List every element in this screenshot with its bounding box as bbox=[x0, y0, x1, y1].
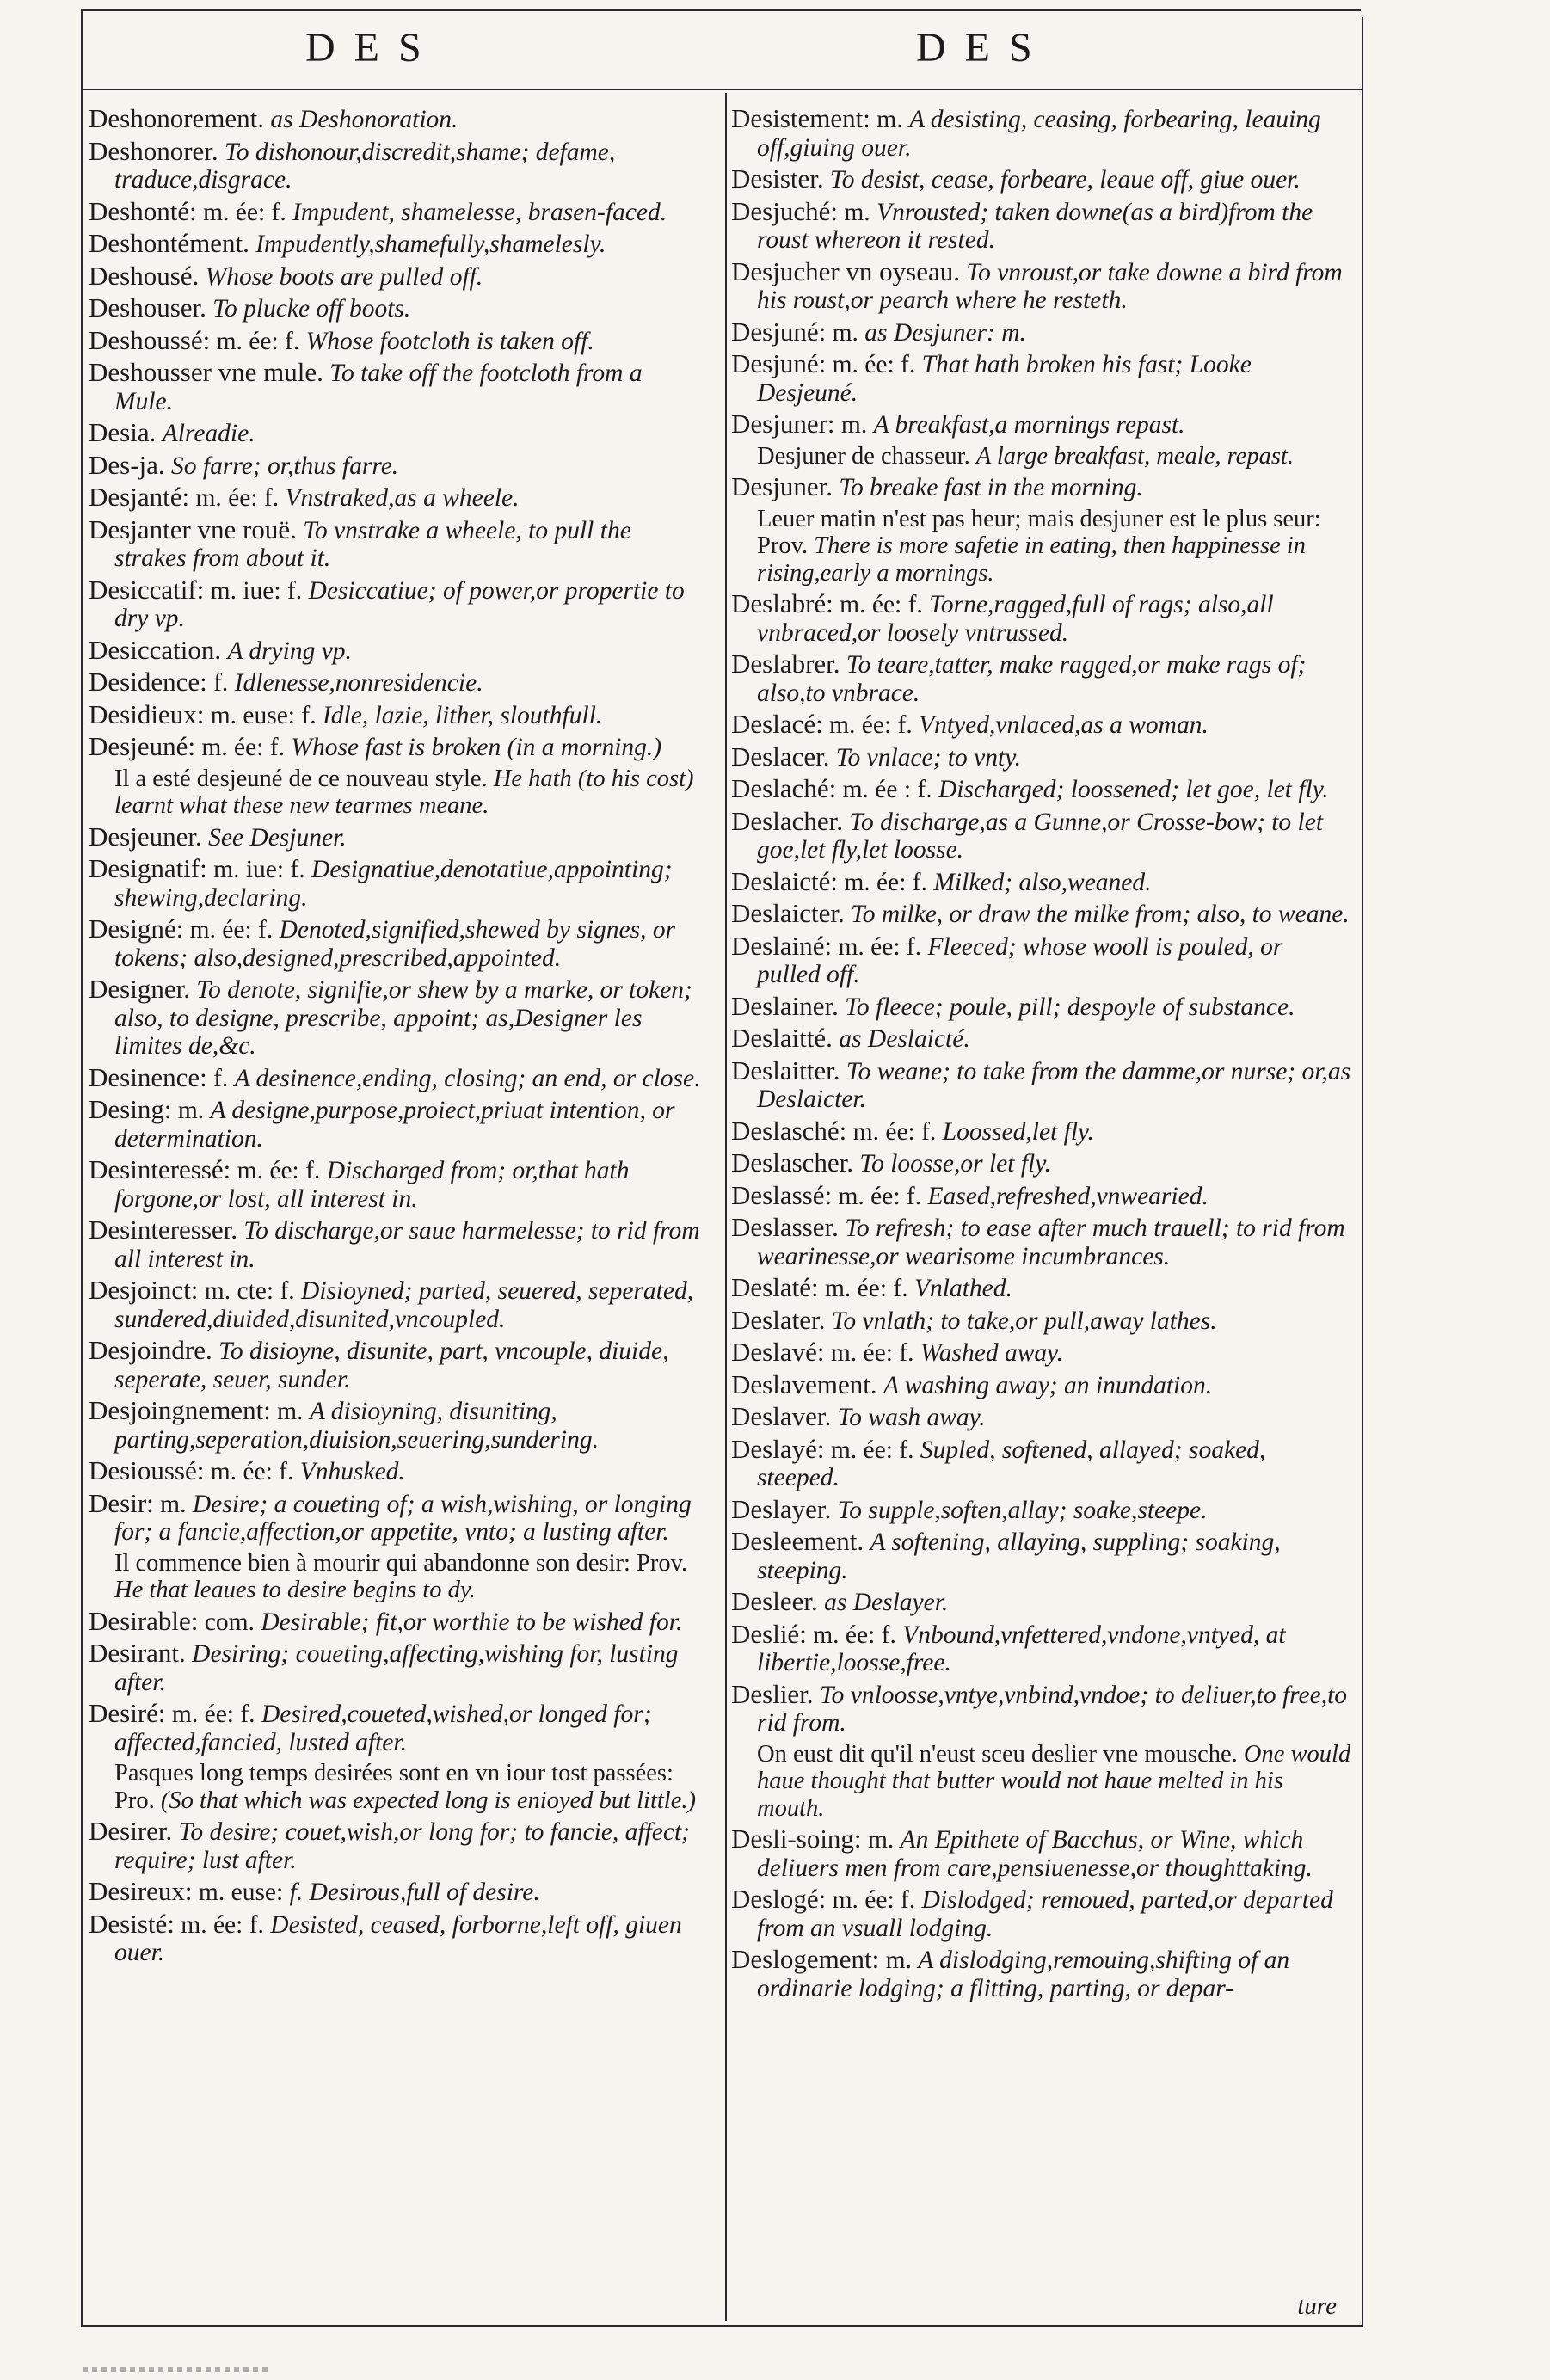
example-translation: There is more safetie in eating, then happinesse in rising,early a mornings. bbox=[757, 532, 1307, 587]
definition: A dislodging,remouing,shifting of an ordinarie lodging; a flitting, parting, or depar- bbox=[757, 1946, 1290, 2002]
headword: Desinteresser. bbox=[89, 1215, 238, 1245]
dictionary-entry bbox=[89, 1910, 701, 1967]
definition: f. Desirous,full of desire. bbox=[289, 1879, 540, 1906]
dictionary-entry bbox=[731, 1946, 1352, 2002]
definition: Whose footcloth is taken off. bbox=[305, 327, 594, 355]
definition: Desire; a coueting of; a wish,wishing, or longing for; a fancie,affection,or appetite, vnto; a lusting after. bbox=[114, 1490, 692, 1546]
dictionary-entry bbox=[731, 105, 1352, 162]
headword: Desjoindre. bbox=[89, 1335, 212, 1365]
definition: To dishonour,discredit,shame; defame, traduce,disgrace. bbox=[114, 138, 616, 194]
definition: To discharge,as a Gunne,or Crosse-bow; to let goe,let fly,let loosse. bbox=[757, 808, 1324, 864]
definition: To supple,soften,allay; soake,steepe. bbox=[837, 1496, 1208, 1524]
headword: Desisté: bbox=[89, 1908, 175, 1939]
definition: Whose fast is broken (in a morning.) bbox=[291, 734, 662, 761]
grammar-note: m. ée: f. bbox=[237, 1157, 321, 1184]
definition: To milke, or draw the milke from; also, to weane. bbox=[851, 901, 1350, 928]
dictionary-entry bbox=[731, 710, 1352, 740]
dictionary-entry bbox=[89, 105, 701, 134]
definition: Vnrousted; taken downe(as a bird)from the roust whereon it rested. bbox=[757, 198, 1313, 254]
headword: Deslascher. bbox=[731, 1147, 854, 1178]
grammar-note: m. ée: f. bbox=[203, 198, 286, 226]
grammar-note: m. ée: f. bbox=[171, 1700, 255, 1728]
headword: Deslasser. bbox=[731, 1212, 839, 1242]
dictionary-entry bbox=[731, 1179, 1352, 1211]
headword: Desister. bbox=[731, 163, 824, 194]
headword: Deslainé: bbox=[731, 930, 833, 961]
definition: Torne,ragged,full of rags; also,all vnbraced,or loosely vntrussed. bbox=[757, 591, 1274, 647]
definition: So farre; or,thus farre. bbox=[171, 452, 399, 480]
headword: Desli-soing: bbox=[731, 1823, 862, 1854]
headword: Desjanter vne rouë. bbox=[89, 514, 297, 544]
definition: To weane; to take from the damme,or nurse; or,as Deslaicter. bbox=[757, 1057, 1351, 1113]
definition: Desired,coueted,wished,or longed for; affected,fancied, lusted after. bbox=[114, 1700, 652, 1756]
headword: Desiccation. bbox=[89, 634, 222, 665]
grammar-note: m. ée: f. bbox=[844, 868, 927, 896]
dictionary-entry bbox=[89, 195, 701, 227]
dictionary-entry bbox=[731, 590, 1352, 647]
grammar-note: m. ée: f. bbox=[832, 1886, 916, 1914]
dictionary-entry bbox=[89, 576, 701, 633]
example-phrase bbox=[89, 1550, 701, 1604]
dictionary-entry bbox=[89, 1700, 701, 1756]
dictionary-entry bbox=[731, 318, 1352, 347]
definition: To vnstrake a wheele, to pull the strakes from about it. bbox=[114, 516, 631, 572]
dictionary-entry bbox=[89, 915, 701, 972]
definition: To teare,tatter, make ragged,or make rags of; also,to vnbrace. bbox=[757, 651, 1307, 707]
grammar-note: m. ée: f. bbox=[830, 1436, 914, 1464]
definition: To discharge,or saue harmelesse; to rid from all interest in. bbox=[114, 1217, 700, 1273]
dictionary-entry bbox=[89, 262, 701, 292]
headword: Deslaicté: bbox=[731, 865, 838, 896]
definition: Impudent, shamelesse, brasen-faced. bbox=[292, 198, 667, 226]
dictionary-entry bbox=[89, 698, 701, 730]
definition: To vnloosse,vntye,vnbind,vndoe; to deliuer,to free,to rid from. bbox=[757, 1681, 1348, 1737]
definition: That hath broken his fast; Looke Desjeuné. bbox=[757, 351, 1252, 407]
definition: An Epithete of Bacchus, or Wine, which deliuers men from care,pensiuenesse,or thoughttaking. bbox=[757, 1826, 1313, 1882]
headword: Desjuner: bbox=[731, 409, 835, 439]
dictionary-entry bbox=[731, 1678, 1352, 1737]
grammar-note: m. ée: f. bbox=[840, 591, 923, 618]
definition: Idle, lazie, lither, slouthfull. bbox=[322, 701, 603, 729]
headword: Deslié: bbox=[731, 1618, 807, 1649]
dictionary-entry bbox=[731, 1433, 1352, 1492]
dictionary-entry bbox=[89, 1487, 701, 1547]
example-translation: (So that which was expected long is enioyed but little.) bbox=[160, 1787, 696, 1814]
dictionary-entry bbox=[731, 900, 1352, 929]
dictionary-entry bbox=[89, 359, 701, 415]
headword: Deshousser vne mule. bbox=[89, 357, 323, 387]
definition: To vnlace; to vnty. bbox=[835, 743, 1022, 772]
headword: Desjeuner. bbox=[89, 821, 202, 852]
dictionary-entry bbox=[731, 165, 1352, 194]
grammar-note: f. bbox=[213, 1064, 229, 1092]
definition: Whose boots are pulled off. bbox=[205, 262, 483, 291]
grammar-note: m. bbox=[177, 1097, 205, 1124]
headword: Deslavé: bbox=[731, 1337, 825, 1367]
definition: Denoted,signified,shewed by signes, or tokens; also,designed,prescribed,appointed. bbox=[114, 916, 676, 972]
headword: Deshonorer. bbox=[89, 135, 218, 166]
dictionary-entry bbox=[89, 668, 701, 698]
running-head-left: DES bbox=[305, 25, 440, 71]
right-column bbox=[731, 105, 1352, 2006]
running-head-right: DES bbox=[916, 25, 1051, 71]
definition: Idlenesse,nonresidencie. bbox=[234, 669, 483, 697]
dictionary-entry bbox=[731, 1528, 1352, 1584]
dictionary-entry bbox=[89, 1096, 701, 1153]
headword: Deslaitté. bbox=[731, 1023, 833, 1053]
dictionary-entry bbox=[731, 195, 1352, 255]
headword: Des-ja. bbox=[89, 449, 165, 480]
grammar-note: m. bbox=[885, 1946, 912, 1974]
dictionary-entry bbox=[731, 1117, 1352, 1147]
example-phrase bbox=[89, 766, 701, 820]
definition: To vnlath; to take,or pull,away lathes. bbox=[831, 1307, 1217, 1335]
headword: Desleer. bbox=[731, 1586, 818, 1616]
dictionary-entry bbox=[89, 294, 701, 323]
headword: Deslogé: bbox=[731, 1884, 827, 1914]
headword: Desiccatif: bbox=[89, 574, 205, 605]
headword: Deslaché: bbox=[731, 773, 837, 803]
headword: Deslayé: bbox=[731, 1433, 825, 1464]
dictionary-entry bbox=[731, 1403, 1352, 1432]
left-border bbox=[81, 9, 83, 2327]
dictionary-entry bbox=[89, 516, 701, 573]
dictionary-entry bbox=[731, 990, 1352, 1022]
headword: Desing: bbox=[89, 1094, 172, 1124]
definition: A desisting, ceasing, forbearing, leauing off,giuing ouer. bbox=[757, 106, 1321, 162]
headword: Desir: bbox=[89, 1487, 154, 1518]
grammar-note: m. ée: f. bbox=[838, 932, 922, 961]
dictionary-entry bbox=[89, 855, 701, 912]
dictionary-entry bbox=[731, 1588, 1352, 1617]
definition: Designatiue,denotatiue,appointing; shewing,declaring. bbox=[114, 856, 673, 912]
headword: Desistement: bbox=[731, 103, 870, 133]
definition: Dislodged; remoued, parted,or departed from an vsuall lodging. bbox=[757, 1886, 1333, 1942]
grammar-note: m. ée: f. bbox=[824, 1275, 908, 1302]
definition: Fleeced; whose wooll is pouled, or pulled off. bbox=[757, 932, 1283, 988]
headword: Desjuché: bbox=[731, 195, 838, 226]
grammar-note: m. ée: f. bbox=[829, 711, 913, 739]
dictionary-entry bbox=[89, 1605, 701, 1637]
definition: Supled, softened, allayed; soaked, steeped. bbox=[757, 1436, 1266, 1491]
dictionary-entry bbox=[731, 1024, 1352, 1054]
definition: Vnstraked,as a wheele. bbox=[285, 484, 520, 512]
definition: To denote, signifie,or shew by a marke, or token; also, to designe, prescribe, appoint; as,Designer les limites de,&c. bbox=[114, 976, 692, 1060]
headword: Desidieux: bbox=[89, 698, 205, 729]
dictionary-entry bbox=[89, 1817, 701, 1874]
definition: A desinence,ending, closing; an end, or close. bbox=[234, 1064, 701, 1092]
dictionary-entry bbox=[89, 1276, 701, 1333]
headword: Deslaver. bbox=[731, 1401, 832, 1431]
grammar-note: m. ée: f. bbox=[830, 1339, 914, 1367]
definition: Vnlathed. bbox=[913, 1275, 1012, 1302]
example-translation: One would haue thought that butter would not haue melted in his mouth. bbox=[757, 1740, 1351, 1822]
example-translation: He hath (to his cost) learnt what these new tearmes meane. bbox=[114, 765, 694, 819]
grammar-note: m. ée: f. bbox=[832, 351, 916, 378]
headword: Deslaicter. bbox=[731, 898, 845, 928]
dictionary-entry bbox=[731, 255, 1352, 315]
example-text: Il a esté desjeuné de ce nouveau style. bbox=[114, 765, 488, 792]
headword: Desia. bbox=[89, 417, 157, 447]
grammar-note: f. bbox=[213, 669, 229, 697]
dictionary-entry bbox=[731, 1214, 1352, 1270]
definition: To desire; couet,wish,or long for; to fancie, affect; require; lust after. bbox=[114, 1818, 690, 1874]
definition: To disioyne, disunite, part, vncouple, diuide, seperate, seuer, sunder. bbox=[114, 1338, 669, 1393]
headword: Deshoussé: bbox=[89, 324, 211, 355]
definition: A breakfast,a mornings repast. bbox=[873, 411, 1185, 439]
dictionary-entry bbox=[731, 473, 1352, 502]
headword: Deslaitter. bbox=[731, 1055, 840, 1085]
example-text: Desjuner de chasseur. bbox=[757, 442, 970, 470]
definition: To take off the footcloth from a Mule. bbox=[114, 360, 643, 415]
definition: Washed away. bbox=[920, 1339, 1063, 1367]
dictionary-entry bbox=[89, 324, 701, 356]
grammar-note: m. ée: f. bbox=[201, 734, 285, 761]
dictionary-entry bbox=[731, 743, 1352, 772]
grammar-note: m. ée: f. bbox=[216, 327, 300, 355]
headword: Deslaté: bbox=[731, 1272, 819, 1302]
definition: Loossed,let fly. bbox=[942, 1117, 1094, 1146]
grammar-note: m. bbox=[844, 198, 870, 226]
grammar-note: m. iue: f. bbox=[213, 856, 305, 883]
definition: Vntyed,vnlaced,as a woman. bbox=[919, 711, 1209, 739]
dictionary-entry bbox=[731, 350, 1352, 407]
grammar-note: m. euse: bbox=[198, 1879, 284, 1906]
column-divider bbox=[725, 93, 727, 2321]
definition: as Desjuner: m. bbox=[864, 318, 1026, 347]
definition: Desiring; coueting,affecting,wishing for, lusting after. bbox=[114, 1640, 679, 1696]
dictionary-entry bbox=[731, 775, 1352, 804]
catchword: ture bbox=[1297, 2292, 1337, 2320]
dictionary-entry bbox=[731, 1825, 1352, 1882]
headword: Deshouser. bbox=[89, 292, 206, 323]
definition: Desirable; fit,or worthie to be wished for. bbox=[261, 1608, 683, 1636]
dictionary-entry bbox=[731, 1338, 1352, 1368]
headword: Deslater. bbox=[731, 1304, 826, 1335]
definition: To breake fast in the morning. bbox=[839, 474, 1143, 501]
dictionary-entry bbox=[731, 1274, 1352, 1303]
dictionary-entry bbox=[731, 1885, 1352, 1942]
headword: Deslassé: bbox=[731, 1179, 833, 1210]
dictionary-entry bbox=[731, 1304, 1352, 1336]
grammar-note: m. ée: f. bbox=[838, 1182, 922, 1210]
headword: Desjucher vn oyseau. bbox=[731, 255, 960, 286]
footer-mark bbox=[83, 2367, 272, 2372]
headword: Deslogement: bbox=[731, 1944, 880, 1974]
header-rule bbox=[83, 89, 1362, 90]
dictionary-entry bbox=[731, 1493, 1352, 1525]
headword: Deslainer. bbox=[731, 990, 839, 1021]
definition: To wash away. bbox=[837, 1404, 986, 1431]
definition: A disioyning, disuniting, parting,seperation,diuision,seuering,sundering. bbox=[114, 1398, 599, 1454]
dictionary-entry bbox=[89, 1156, 701, 1213]
example-text: Pasques long temps desirées sont en vn iour tost passées: Pro. bbox=[114, 1760, 674, 1814]
definition: Desiccatiue; of power,or propertie to dry vp. bbox=[114, 576, 685, 632]
dictionary-entry bbox=[89, 449, 701, 481]
headword: Desireux: bbox=[89, 1876, 193, 1906]
grammar-note: m. bbox=[840, 411, 868, 439]
grammar-note: m. ée: f. bbox=[852, 1117, 937, 1146]
definition: as Deshonoration. bbox=[270, 106, 458, 133]
definition: A drying vp. bbox=[227, 637, 352, 665]
headword: Deshontément. bbox=[89, 228, 249, 258]
definition: To desist, cease, forbeare, leaue off, giue ouer. bbox=[830, 166, 1301, 194]
example-phrase bbox=[89, 1760, 701, 1814]
headword: Desinteressé: bbox=[89, 1154, 231, 1184]
grammar-note: m. bbox=[160, 1490, 187, 1518]
dictionary-entry bbox=[89, 823, 701, 852]
headword: Desioussé: bbox=[89, 1455, 205, 1485]
definition: as Deslaicté. bbox=[839, 1025, 970, 1053]
definition: Vnhusked. bbox=[299, 1458, 405, 1485]
grammar-note: com. bbox=[204, 1608, 255, 1636]
definition: Milked; also,weaned. bbox=[933, 868, 1152, 896]
definition: To loosse,or let fly. bbox=[859, 1150, 1052, 1178]
dictionary-entry bbox=[731, 650, 1352, 707]
headword: Designé: bbox=[89, 913, 184, 944]
headword: Desirant. bbox=[89, 1638, 186, 1668]
grammar-note: m. bbox=[832, 318, 858, 347]
dictionary-entry bbox=[731, 1620, 1352, 1677]
example-translation: A large breakfast, meale, repast. bbox=[975, 442, 1294, 470]
dictionary-entry bbox=[89, 1337, 701, 1393]
definition: Alreadie. bbox=[162, 420, 255, 447]
dictionary-entry bbox=[89, 1061, 701, 1093]
dictionary-entry bbox=[89, 135, 701, 194]
headword: Desjeuné: bbox=[89, 731, 195, 761]
grammar-note: m. ée: f. bbox=[181, 1910, 264, 1939]
dictionary-entry bbox=[89, 634, 701, 666]
headword: Desjuné: bbox=[731, 348, 827, 378]
definition: Disioyned; parted, seuered, seperated, sundered,diuided,disunited,vncoupled. bbox=[114, 1277, 694, 1333]
definition: Impudently,shamefully,shamelesly. bbox=[255, 231, 606, 258]
definition: Vnbound,vnfettered,vndone,vntyed, at libertie,loosse,free. bbox=[757, 1620, 1286, 1676]
example-text: Il commence bien à mourir qui abandonne son desir: Prov. bbox=[114, 1549, 688, 1577]
headword: Desinence: bbox=[89, 1061, 207, 1092]
grammar-note: m. ée: f. bbox=[813, 1620, 896, 1649]
headword: Deshonté: bbox=[89, 195, 197, 226]
headword: Desjuné: bbox=[731, 316, 827, 347]
dictionary-entry bbox=[89, 1878, 701, 1907]
example-phrase bbox=[731, 443, 1352, 470]
dictionary-entry bbox=[89, 1216, 701, 1273]
top-rule bbox=[83, 9, 1361, 11]
dictionary-entry bbox=[731, 805, 1352, 864]
headword: Deslier. bbox=[731, 1678, 814, 1709]
definition: A softening, allaying, suppling; soaking, steeping. bbox=[757, 1528, 1281, 1584]
dictionary-entry bbox=[731, 1149, 1352, 1178]
example-text: Leuer matin n'est pas heur; mais desjuner est le plus seur: Prov. bbox=[757, 505, 1321, 559]
dictionary-entry bbox=[89, 1457, 701, 1486]
headword: Desirer. bbox=[89, 1816, 173, 1846]
definition: Discharged; loossened; let goe, let fly. bbox=[938, 776, 1329, 803]
dictionary-entry bbox=[89, 419, 701, 448]
dictionary-entry bbox=[89, 1397, 701, 1454]
headword: Desjanté: bbox=[89, 482, 190, 512]
headword: Deshousé. bbox=[89, 260, 200, 291]
definition: Desisted, ceased, forborne,left off, giuen ouer. bbox=[114, 1910, 682, 1966]
grammar-note: m. cte: f. bbox=[204, 1277, 295, 1305]
headword: Desjuner. bbox=[731, 471, 833, 501]
headword: Desirable: bbox=[89, 1605, 199, 1636]
definition: To vnroust,or take downe a bird from his roust,or pearch where he resteth. bbox=[757, 258, 1343, 314]
dictionary-entry bbox=[731, 1057, 1352, 1114]
left-column bbox=[89, 105, 701, 1971]
headword: Desleement. bbox=[731, 1526, 864, 1556]
headword: Deslacer. bbox=[731, 741, 830, 772]
grammar-note: m. bbox=[867, 1826, 895, 1854]
example-text: On eust dit qu'il n'eust sceu deslier vne mousche. bbox=[757, 1740, 1238, 1768]
example-phrase bbox=[731, 1741, 1352, 1823]
definition: A washing away; an inundation. bbox=[883, 1371, 1213, 1399]
dictionary-entry bbox=[89, 230, 701, 259]
grammar-note: m. ée: f. bbox=[195, 484, 280, 512]
dictionary-entry bbox=[89, 1639, 701, 1696]
grammar-note: m. bbox=[277, 1398, 304, 1425]
headword: Deslabré: bbox=[731, 588, 833, 618]
headword: Designer. bbox=[89, 974, 190, 1004]
right-border bbox=[1362, 17, 1363, 2327]
headword: Designatif: bbox=[89, 853, 207, 883]
definition: Eased,refreshed,vnwearied. bbox=[927, 1182, 1209, 1210]
dictionary-entry bbox=[731, 410, 1352, 440]
grammar-note: m. ée: f. bbox=[210, 1458, 294, 1485]
headword: Deshonorement. bbox=[89, 103, 265, 133]
definition: To refresh; to ease after much trauell; to rid from wearinesse,or wearisome incumbrances. bbox=[757, 1215, 1345, 1270]
bottom-rule bbox=[83, 2325, 1362, 2327]
definition: To plucke off boots. bbox=[212, 295, 411, 323]
grammar-note: m. iue: f. bbox=[210, 576, 303, 605]
definition: A designe,purpose,proiect,priuat intention, or determination. bbox=[114, 1097, 675, 1153]
dictionary-entry bbox=[731, 1368, 1352, 1400]
dictionary-entry bbox=[89, 975, 701, 1061]
headword: Deslasché: bbox=[731, 1115, 847, 1146]
grammar-note: m. euse: f. bbox=[210, 701, 317, 729]
headword: Deslavement. bbox=[731, 1368, 877, 1399]
headword: Desjoingnement: bbox=[89, 1395, 271, 1425]
headword: Desjoinct: bbox=[89, 1275, 199, 1305]
grammar-note: m. ée: f. bbox=[189, 916, 274, 944]
dictionary-entry bbox=[731, 932, 1352, 989]
definition: See Desjuner. bbox=[208, 823, 347, 852]
headword: Deslabrer. bbox=[731, 649, 840, 679]
grammar-note: m. ée : f. bbox=[842, 776, 932, 803]
headword: Deslayer. bbox=[731, 1493, 832, 1524]
definition: Discharged from; or,that hath forgone,or lost, all interest in. bbox=[114, 1157, 630, 1213]
dictionary-entry bbox=[89, 733, 701, 762]
definition: To fleece; poule, pill; despoyle of substance. bbox=[845, 993, 1295, 1021]
example-translation: He that leaues to desire begins to dy. bbox=[114, 1577, 477, 1603]
grammar-note: m. bbox=[876, 106, 903, 133]
headword: Desidence: bbox=[89, 667, 207, 697]
definition: as Deslayer. bbox=[824, 1589, 949, 1616]
headword: Deslacé: bbox=[731, 709, 823, 739]
headword: Deslacher. bbox=[731, 805, 843, 836]
dictionary-entry bbox=[731, 865, 1352, 897]
dictionary-entry bbox=[89, 483, 701, 513]
example-phrase bbox=[731, 506, 1352, 587]
headword: Desiré: bbox=[89, 1698, 166, 1728]
